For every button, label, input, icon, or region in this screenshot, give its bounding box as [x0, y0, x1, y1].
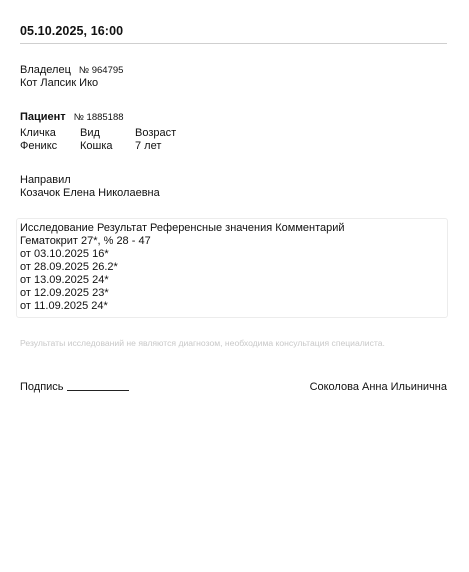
result-line: Гематокрит 27*, % 28 - 47 [20, 235, 151, 247]
field-value-species: Кошка [80, 140, 113, 152]
results-box [16, 218, 448, 318]
patient-label: Пациент [20, 111, 66, 123]
result-line: от 03.10.2025 16* [20, 248, 109, 260]
field-label-name: Кличка [20, 127, 56, 139]
field-label-species: Вид [80, 127, 100, 139]
report-datetime: 05.10.2025, 16:00 [20, 24, 124, 38]
result-line: от 28.09.2025 26.2* [20, 261, 118, 273]
field-label-age: Возраст [135, 127, 177, 139]
signature-line [67, 390, 129, 391]
owner-line [20, 64, 123, 76]
doctor-name: Соколова Анна Ильинична [309, 381, 447, 393]
owner-label: Владелец [20, 64, 71, 76]
disclaimer: Результаты исследований не являются диагнозом, необходима консультация специалиста. [20, 338, 385, 348]
result-line: от 12.09.2025 23* [20, 287, 109, 299]
result-line: от 11.09.2025 24* [20, 300, 108, 312]
header-divider [20, 43, 447, 44]
referral-name: Козачок Елена Николаевна [20, 187, 160, 199]
owner-name: Кот Лапсик Ико [20, 77, 99, 89]
results-header: Исследование Результат Референсные значения Комментарий [20, 222, 345, 234]
field-value-name: Феникс [20, 140, 58, 152]
patient-line [20, 111, 124, 123]
result-line: от 13.09.2025 24* [20, 274, 109, 286]
signature-label: Подпись [20, 381, 64, 393]
owner-number: № 964795 [78, 65, 124, 76]
signature-block [20, 381, 129, 393]
patient-number: № 1885188 [73, 112, 124, 123]
referral-label: Направил [20, 174, 71, 186]
field-value-age: 7 лет [135, 140, 162, 152]
